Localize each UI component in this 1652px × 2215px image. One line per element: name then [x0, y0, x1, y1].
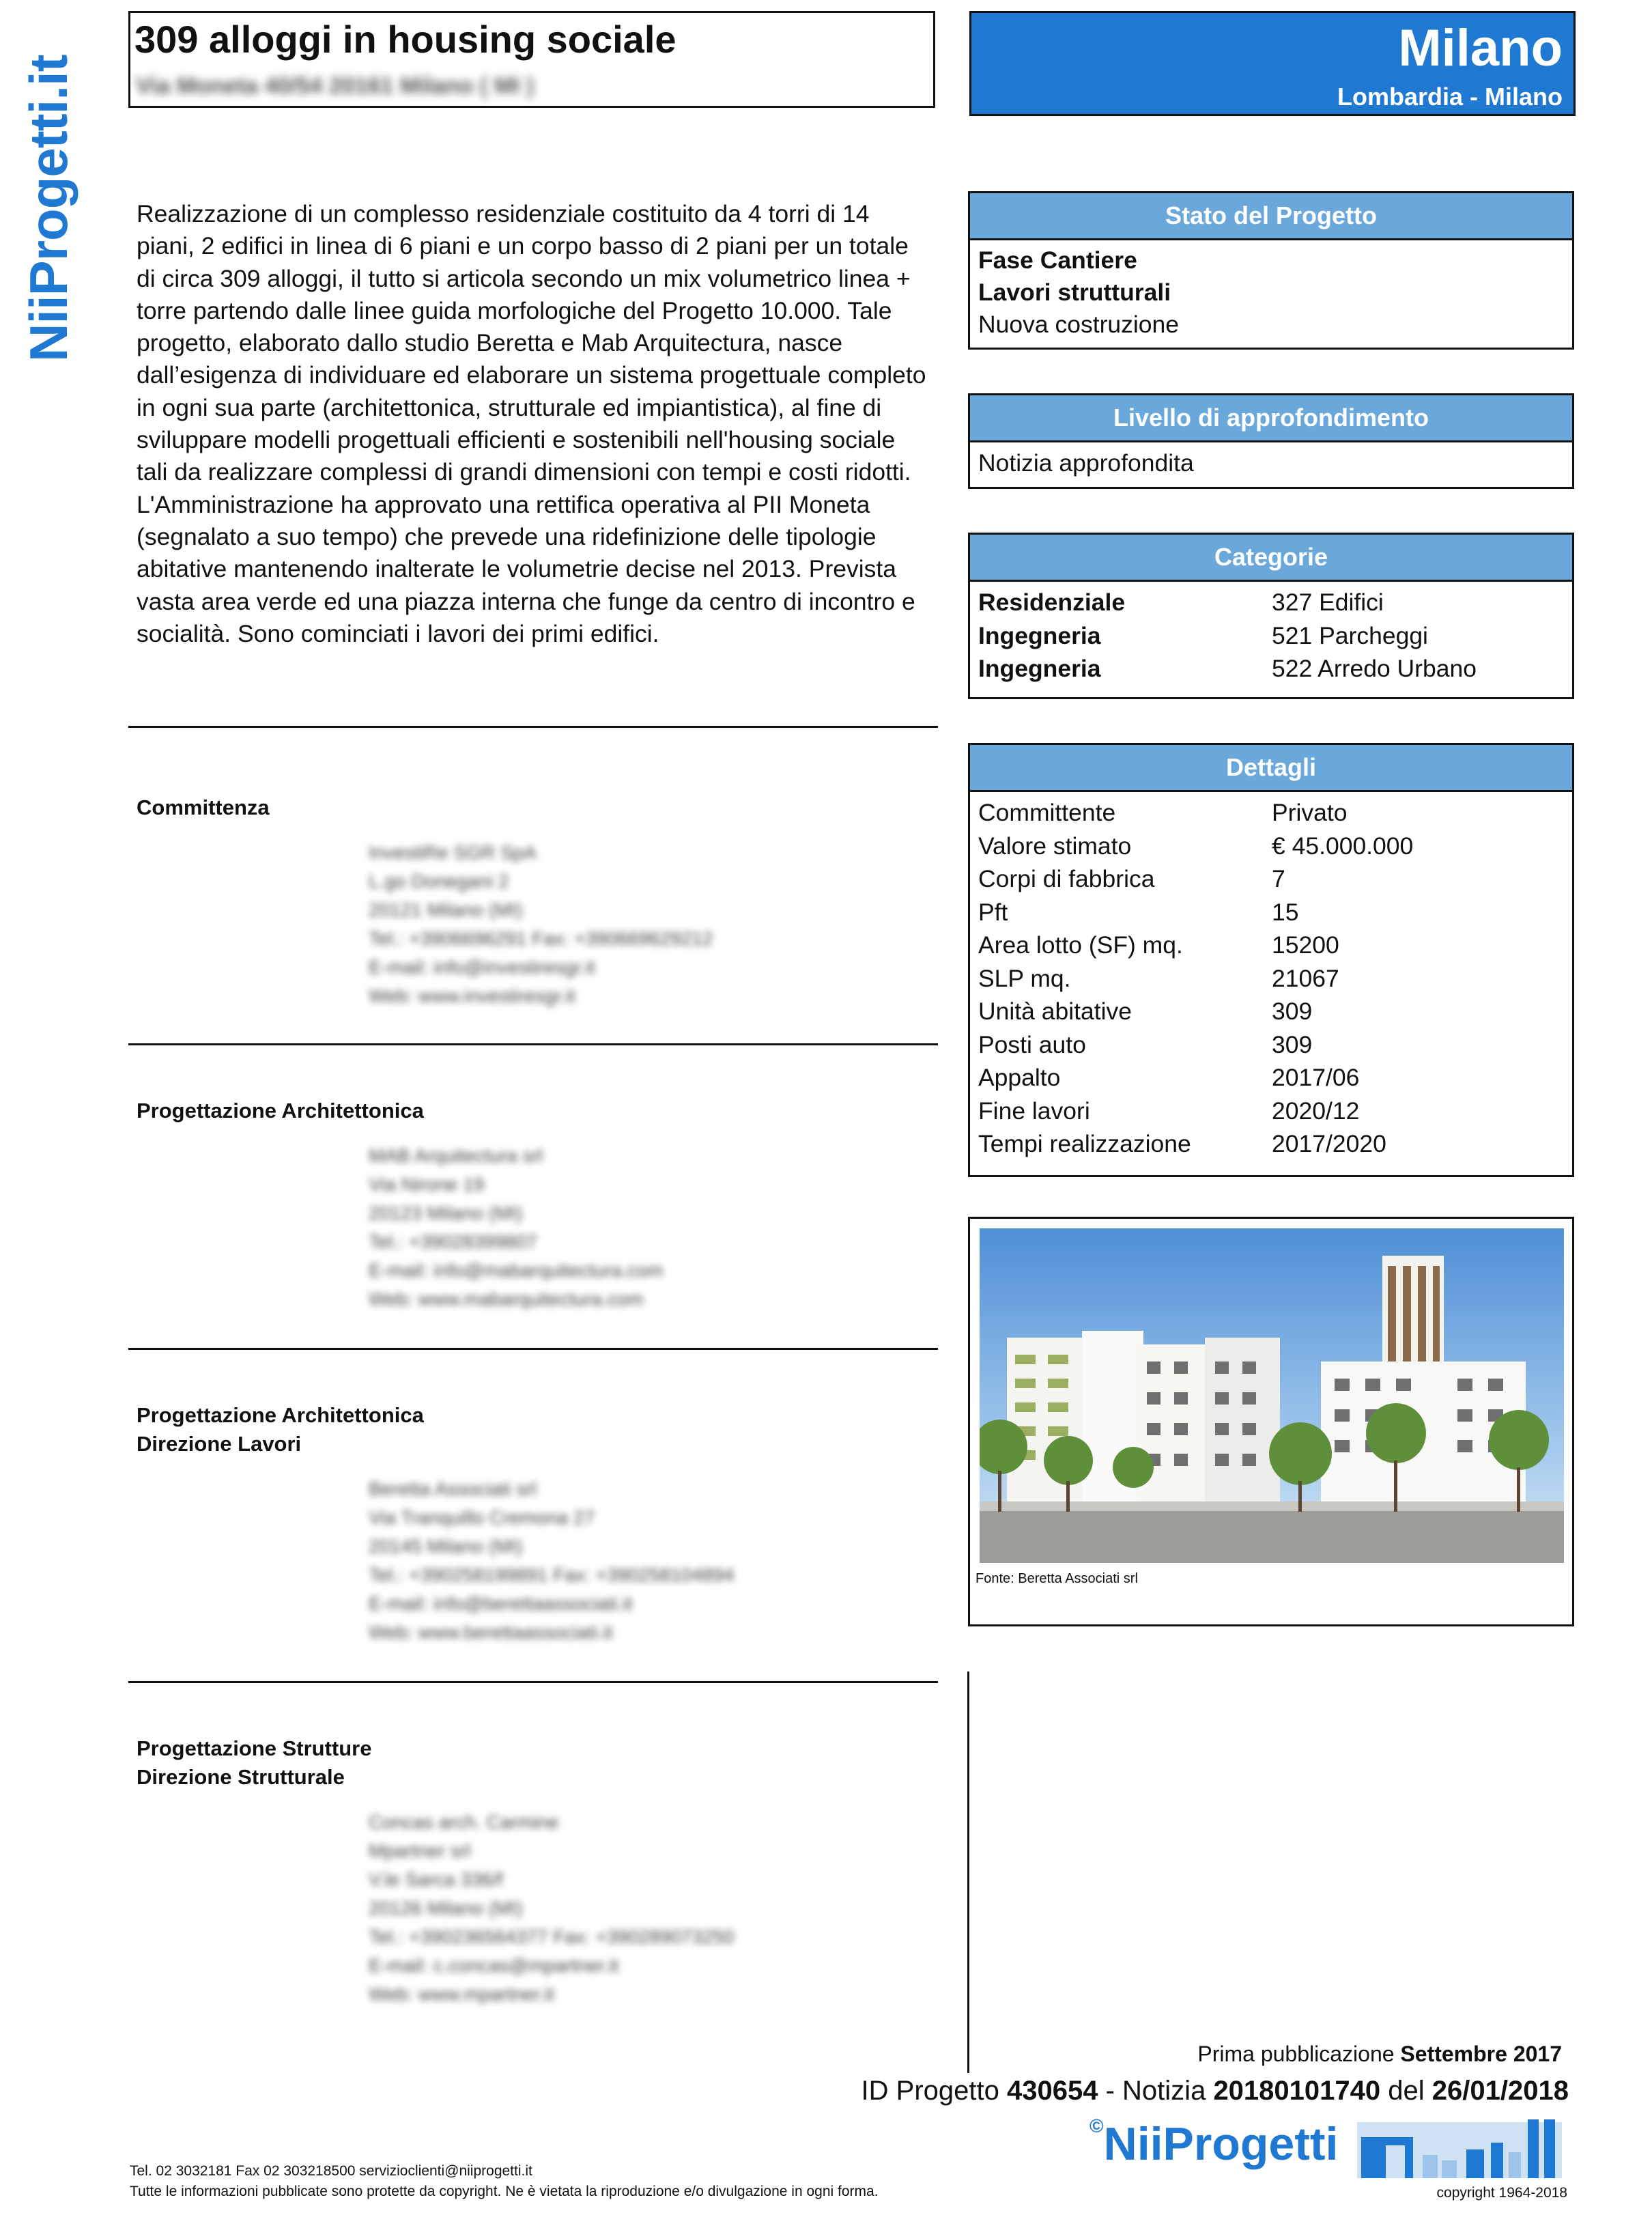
footer-copyright: Tutte le informazioni pubblicate sono protette da copyright. Ne è vietata la riproduzione e/o divulgazione in ogni forma. — [130, 2184, 879, 2199]
divider — [128, 1348, 938, 1350]
dettagli-value: 21067 — [1272, 964, 1339, 992]
contact-line: Tel.: +390258199891 Fax: +390258104894 — [369, 1564, 735, 1585]
bottom-logo-name: NiiProgetti — [1103, 2118, 1339, 2170]
del-label: del — [1388, 2076, 1425, 2106]
first-pub-label: Prima pubblicazione — [1197, 2042, 1395, 2066]
stato-header: Stato del Progetto — [970, 193, 1572, 240]
dettagli-row — [970, 1061, 1572, 1095]
project-address: Via Moneta 40/54 20161 Milano ( MI ) — [136, 73, 535, 99]
contact-line: InvestiRe SGR SpA — [369, 842, 537, 863]
contact-role: Progettazione Strutture — [137, 1736, 372, 1760]
project-rendering — [980, 1228, 1564, 1563]
dettagli-label: Area lotto (SF) mq. — [978, 931, 1183, 959]
contact-line: Tel.: +390236564377 Fax: +390289073250 — [369, 1926, 735, 1947]
stato-line: Nuova costruzione — [978, 311, 1180, 338]
categoria-label: Residenziale — [978, 589, 1126, 616]
contact-line: Web: www.mabarquitectura.com — [369, 1288, 644, 1310]
notizia-value: 20180101740 — [1213, 2076, 1381, 2106]
contact-line: Web: www.investiresgr.it — [369, 985, 575, 1006]
contact-line: 20121 Milano (MI) — [369, 899, 523, 920]
dettagli-row — [970, 796, 1572, 830]
categoria-value: 327 Edifici — [1272, 589, 1384, 616]
region-name: Lombardia - Milano — [1337, 83, 1563, 111]
photo-panel — [968, 1217, 1574, 1626]
contact-line: L.go Donegani 2 — [369, 871, 509, 892]
contact-line: E-mail: info@investiresgr.it — [369, 957, 595, 978]
contact-line: Tel.: +3906696291 Fax: +390669629212 — [369, 928, 713, 949]
dettagli-value: 2017/06 — [1272, 1064, 1360, 1091]
photo-caption: Fonte: Beretta Associati srl — [975, 1571, 1138, 1586]
categoria-row — [970, 586, 1572, 619]
categoria-label: Ingegneria — [978, 621, 1101, 649]
notizia-date: 26/01/2018 — [1432, 2076, 1569, 2106]
dettagli-row — [970, 929, 1572, 962]
dettagli-value: € 45.000.000 — [1272, 832, 1414, 860]
contact-line: 20126 Milano (MI) — [369, 1897, 523, 1919]
dettagli-value: 7 — [1272, 865, 1285, 892]
copyright-years: copyright 1964-2018 — [1436, 2185, 1567, 2201]
stato-line: Lavori strutturali — [978, 279, 1171, 306]
categorie-header: Categorie — [970, 535, 1572, 582]
dettagli-value: 2020/12 — [1272, 1097, 1360, 1125]
first-publication — [1197, 2042, 1562, 2067]
dettagli-value: 2017/2020 — [1272, 1130, 1386, 1157]
contact-line: Web: www.mpartner.it — [369, 1984, 554, 2005]
divider — [128, 1681, 938, 1683]
dettagli-label: Tempi realizzazione — [978, 1130, 1191, 1157]
contact-line: Beretta Associati srl — [369, 1478, 537, 1499]
categoria-value: 521 Parcheggi — [1272, 621, 1428, 649]
dettagli-value: 15 — [1272, 898, 1299, 926]
dettagli-panel — [968, 743, 1574, 1177]
divider — [128, 726, 938, 728]
vertical-divider — [967, 1671, 969, 2073]
dettagli-label: Posti auto — [978, 1030, 1086, 1058]
dettagli-value: 15200 — [1272, 931, 1339, 959]
project-description: Realizzazione di un complesso residenziale costituito da 4 torri di 14 piani, 2 edifici in linea di 6 piani e un corpo basso di 2 piani per un totale di circa 309 alloggi, il tutto si articola secondo un mix volumetrico linea + torre partendo dalle linee guida morfologiche del Progetto 10.000. Tale progetto, elaborato dallo studio Beretta e Mab Arquitectura, nasce dall’esigenza di individuare ed elaborare un sistema progettuale completo in ogni sua parte (architettonica, strutturale ed impiantistica), al fine di sviluppare modelli progettuali efficienti e sostenibili nell'housing sociale tali da realizzare complessi di grandi dimensioni con tempi e costi ridotti. L'Amministrazione ha approvato una rettifica operativa al PII Moneta (segnalato a suo tempo) che prevede una ridefinizione delle tipologie abitative mantenendo inalterate le volumetrie decise nel 2013. Prevista vasta area verde ed una piazza interna che funge da centro di incontro e socialità. Sono cominciati i lavori dei primi edifici. — [137, 200, 926, 647]
bottom-logo-text — [1090, 2115, 1338, 2171]
dettagli-label: Fine lavori — [978, 1097, 1090, 1125]
contact-line: MAB Arquitectura srl — [369, 1145, 543, 1166]
contact-role: Progettazione Architettonica — [137, 1403, 424, 1427]
contact-line: Concas arch. Carmine — [369, 1811, 559, 1833]
stato-panel — [968, 191, 1574, 350]
contact-role: Progettazione Architettonica — [137, 1099, 424, 1123]
contact-line: Mpartner srl — [369, 1840, 471, 1861]
categoria-value: 522 Arredo Urbano — [1272, 655, 1477, 682]
dettagli-value: 309 — [1272, 1030, 1313, 1058]
categoria-row — [970, 652, 1572, 686]
contact-line: Via Tranquillo Cremona 27 — [369, 1507, 595, 1528]
city-skyline-icon — [1357, 2110, 1562, 2184]
contact-line: Tel.: +39028399807 — [369, 1231, 537, 1252]
dettagli-label: Valore stimato — [978, 832, 1132, 860]
dettagli-row — [970, 995, 1572, 1028]
livello-panel — [968, 393, 1574, 489]
contact-role: Direzione Strutturale — [137, 1765, 345, 1789]
dettagli-header: Dettagli — [970, 745, 1572, 792]
dettagli-row — [970, 896, 1572, 929]
dettagli-value: Privato — [1272, 799, 1348, 826]
categorie-panel — [968, 533, 1574, 699]
contact-line: E-mail: info@mabarquitectura.com — [369, 1260, 664, 1281]
dettagli-label: Committente — [978, 799, 1116, 826]
side-logo-text: NiiProgetti.it — [18, 55, 79, 362]
dettagli-row — [970, 962, 1572, 996]
id-label: ID Progetto — [861, 2076, 999, 2106]
contact-line: Web: www.berettaassociati.it — [369, 1622, 613, 1643]
dettagli-row — [970, 1028, 1572, 1062]
side-logo — [12, 20, 79, 362]
dettagli-row — [970, 862, 1572, 896]
categoria-label: Ingegneria — [978, 655, 1101, 682]
dettagli-label: SLP mq. — [978, 964, 1071, 992]
id-value: 430654 — [1007, 2076, 1098, 2106]
livello-value: Notizia approfondita — [978, 449, 1194, 477]
contact-line: 20145 Milano (MI) — [369, 1536, 523, 1557]
footer-contacts: Tel. 02 3032181 Fax 02 303218500 servizioclienti@niiprogetti.it — [130, 2163, 532, 2179]
title-box — [128, 11, 935, 108]
divider — [128, 1043, 938, 1045]
copyright-mark: © — [1090, 2115, 1104, 2136]
contact-line: 20123 Milano (MI) — [369, 1202, 523, 1224]
livello-header: Livello di approfondimento — [970, 395, 1572, 442]
dettagli-label: Appalto — [978, 1064, 1061, 1091]
dettagli-row — [970, 1095, 1572, 1128]
stato-line: Fase Cantiere — [978, 246, 1137, 274]
first-pub-value: Settembre 2017 — [1400, 2042, 1562, 2066]
dettagli-label: Corpi di fabbrica — [978, 865, 1155, 892]
contact-line: E-mail: c.concas@mpartner.it — [369, 1955, 619, 1976]
dettagli-label: Pft — [978, 898, 1008, 926]
dettagli-row — [970, 1127, 1572, 1161]
notizia-label: - Notizia — [1105, 2076, 1206, 2106]
dettagli-label: Unità abitative — [978, 998, 1132, 1025]
categoria-row — [970, 619, 1572, 653]
city-box — [969, 11, 1576, 116]
contact-role: Direzione Lavori — [137, 1432, 302, 1456]
dettagli-value: 309 — [1272, 998, 1313, 1025]
contact-role: Committenza — [137, 795, 270, 819]
contact-line: E-mail: info@berettaassociati.it — [369, 1593, 633, 1614]
city-name: Milano — [1398, 19, 1563, 77]
dettagli-row — [970, 830, 1572, 863]
project-id-line — [861, 2076, 1569, 2106]
contact-line: V.le Sarca 336/f — [369, 1869, 503, 1890]
page-title: 309 alloggi in housing sociale — [134, 18, 677, 61]
bottom-logo — [1090, 2110, 1567, 2185]
contact-line: Via Nirone 19 — [369, 1174, 485, 1195]
